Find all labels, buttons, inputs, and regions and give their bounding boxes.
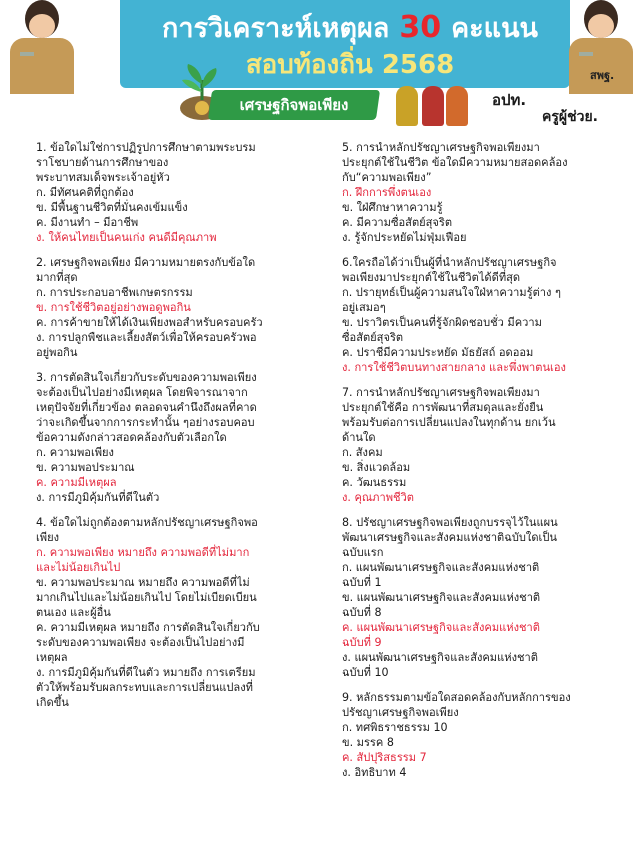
question-line: อยู่พอกิน [36, 346, 78, 359]
question-block [36, 515, 288, 710]
answer-line-correct: ค. แผนพัฒนาเศรษฐกิจและสังคมแห่งชาติ [342, 621, 540, 634]
question-line: ตนเอง และผู้อื่น [36, 606, 111, 619]
question-line: ข. ความพอประมาณ [36, 461, 135, 474]
question-line: ข. สิ่งแวดล้อม [342, 461, 411, 474]
question-line: ข. แผนพัฒนาเศรษฐกิจและสังคมแห่งชาติ [342, 591, 541, 604]
question-block [342, 140, 604, 245]
question-line: ซื่อสัตย์สุจริต [342, 331, 404, 344]
question-line: ข. มรรค 8 [342, 736, 394, 749]
question-line: ว่าจะเกิดขึ้นจากการกระทำนั้น ๆอย่างรอบคอบ [36, 416, 255, 429]
question-line: ค. ความมีเหตุผล หมายถึง การตัดสินใจเกี่ยวกับ [36, 621, 260, 634]
header [0, 0, 640, 135]
question-line: ข. ความพอประมาณ หมายถึง ความพอดีที่ไม่ [36, 576, 250, 589]
question-line: 8. ปรัชญาเศรษฐกิจพอเพียงถูกบรรจุไว้ในแผน [342, 516, 558, 529]
question-line: ข. มีพื้นฐานชีวิตที่มั่นคงเข้มแข็ง [36, 201, 188, 214]
title-text: การวิเคราะห์เหตุผล [162, 13, 390, 44]
question-line: ข. ปราวิตรเป็นคนที่รู้จักผิดชอบชั่ว มีความ [342, 316, 542, 329]
question-line: ฉบับแรก [342, 546, 384, 559]
question-line: ค. มีงานทำ – มีอาชีพ [36, 216, 139, 229]
question-block [342, 690, 604, 780]
question-line: กับ“ความพอเพียง” [342, 171, 432, 184]
answer-line-correct: ง. คุณภาพชีวิต [342, 491, 415, 504]
question-line: 6.ใครถือได้ว่าเป็นผู้ที่นำหลักปรัชญาเศรษฐกิจ [342, 256, 557, 269]
subject-label: เศรษฐกิจพอเพียง [239, 96, 349, 114]
question-line: 3. การตัดสินใจเกี่ยวกับระดับของความพอเพียง [36, 371, 257, 384]
question-block [342, 515, 604, 680]
question-line: ก. สังคม [342, 446, 383, 459]
corner-label: สพฐ. [590, 69, 615, 82]
question-line: ก. ปรายุทธ์เป็นผู้ความสนใจใฝ่หาความรู้ต่าง ๆ [342, 286, 561, 299]
answer-line-correct: ง. การใช้ชีวิตบนทางสายกลาง และพึ่งพาตนเอง [342, 361, 566, 374]
thai-dolls-illustration [392, 78, 472, 126]
answer-line-correct: ค. ความมีเหตุผล [36, 476, 117, 489]
answer-line-correct: และไม่น้อยเกินไป [36, 561, 121, 574]
question-line: ก. การประกอบอาชีพเกษตรกรรม [36, 286, 193, 299]
question-line: เพียง [36, 531, 60, 544]
question-block [36, 370, 288, 505]
question-line: เหตุผล [36, 651, 68, 664]
question-line: มากที่สุด [36, 271, 78, 284]
question-line: ก. แผนพัฒนาเศรษฐกิจและสังคมแห่งชาติ [342, 561, 540, 574]
answer-line-correct: ง. ให้คนไทยเป็นคนเก่ง คนดีมีคุณภาพ [36, 231, 217, 244]
question-line: พอเพียงมาประยุกต์ใช้ในชีวิตได้ดีที่สุด [342, 271, 521, 284]
teacher-illustration-left [6, 0, 78, 95]
question-line: ข้อความดังกล่าวสอดคล้องกับตัวเลือกใด [36, 431, 227, 444]
question-line: ง. การปลูกพืชและเลี้ยงสัตว์เพื่อให้ครอบครัวพอ [36, 331, 257, 344]
question-block [342, 385, 604, 505]
question-line: 7. การนำหลักปรัชญาเศรษฐกิจพอเพียงมา [342, 386, 540, 399]
answer-line-correct: ก. ความพอเพียง หมายถึง ความพอดีที่ไม่มาก [36, 546, 250, 559]
question-line: ง. การมีภูมิคุ้มกันที่ดีในตัว [36, 491, 160, 504]
question-line: ค. วัฒนธรรม [342, 476, 407, 489]
question-line: ง. แผนพัฒนาเศรษฐกิจและสังคมแห่งชาติ [342, 651, 538, 664]
title-line-2: สอบท้องถิ่น 2568 [245, 50, 455, 80]
question-block [36, 255, 288, 360]
question-line: ค. การค้าขายให้ได้เงินเพียงพอสำหรับครอบครัว [36, 316, 263, 329]
question-line: พร้อมรับต่อการเปลี่ยนแปลงในทุกด้าน ยกเว้น [342, 416, 556, 429]
question-line: ค. มีความซื่อสัตย์สุจริต [342, 216, 453, 229]
question-line: ราโชบายด้านการศึกษาของ [36, 156, 169, 169]
question-line: ง. การมีภูมิคุ้มกันที่ดีในตัว หมายถึง การเตรียม [36, 666, 256, 679]
title-unit: คะแนน [451, 13, 538, 44]
title-score: 30 [399, 10, 442, 45]
question-line: ฉบับที่ 8 [342, 606, 382, 619]
question-line: 4. ข้อใดไม่ถูกต้องตามหลักปรัชญาเศรษฐกิจพอ [36, 516, 258, 529]
answer-line-correct: ก. ฝึกการพึ่งตนเอง [342, 186, 432, 199]
tagline-label: ครูผู้ช่วย. [542, 109, 598, 125]
question-line: เกิดขึ้น [36, 696, 69, 709]
question-line: ค. ปราชีมีความประหยัด มัธยัสถ์ อดออม [342, 346, 534, 359]
org-label: อปท. [492, 91, 527, 109]
question-line: ระดับของความพอเพียง จะต้องเป็นไปอย่างมี [36, 636, 245, 649]
question-line: 2. เศรษฐกิจพอเพียง มีความหมายตรงกับข้อใด [36, 256, 256, 269]
answer-line-correct: ค. สัปปุริสธรรม 7 [342, 751, 427, 764]
question-line: ก. มีทัศนคติที่ถูกต้อง [36, 186, 134, 199]
question-line: ด้านใด [342, 431, 376, 444]
question-line: ก. ความพอเพียง [36, 446, 114, 459]
question-line: พัฒนาเศรษฐกิจและสังคมแห่งชาติฉบับใดเป็น [342, 531, 557, 544]
questions-column-right [342, 130, 604, 780]
question-block [342, 255, 604, 375]
question-line: 1. ข้อใดไม่ใช่การปฏิรูปการศึกษาตามพระบรม [36, 141, 256, 154]
question-line: จะต้องเป็นไปอย่างมีเหตุผล โดยพิจารณาจาก [36, 386, 248, 399]
question-line: มากเกินไปและไม่น้อยเกินไป โดยไม่เบียดเบียน [36, 591, 257, 604]
questions-column-left [36, 130, 288, 710]
question-line: 5. การนำหลักปรัชญาเศรษฐกิจพอเพียงมา [342, 141, 540, 154]
question-line: ง. รู้จักประหยัดไม่ฟุ่มเฟือย [342, 231, 467, 244]
answer-line-correct: ฉบับที่ 9 [342, 636, 382, 649]
question-line: ข. ใฝ่ศึกษาหาความรู้ [342, 201, 443, 214]
question-line: เหตุปัจจัยที่เกี่ยวข้อง ตลอดจนคำนึงถึงผลที่คาด [36, 401, 257, 414]
question-line: ก. ทศพิธราชธรรม 10 [342, 721, 448, 734]
question-line: อยู่เสมอๆ [342, 301, 386, 314]
question-line: ฉบับที่ 1 [342, 576, 382, 589]
question-block [36, 140, 288, 245]
question-line: ตัวให้พร้อมรับผลกระทบและการเปลี่ยนแปลงที่ [36, 681, 253, 694]
title-line-1 [150, 6, 550, 49]
question-line: พระบาทสมเด็จพระเจ้าอยู่หัว [36, 171, 170, 184]
question-line: ปรัชญาเศรษฐกิจพอเพียง [342, 706, 459, 719]
question-line: ง. อิทธิบาท 4 [342, 766, 407, 779]
question-line: ประยุกต์ใช้คือ การพัฒนาที่สมดุลและยั่งยืน [342, 401, 544, 414]
question-line: ประยุกต์ใช้ในชีวิต ข้อใดมีความหมายสอดคล้อง [342, 156, 568, 169]
answer-line-correct: ข. การใช้ชีวิตอยู่อย่างพอดูพอกิน [36, 301, 191, 314]
question-line: 9. หลักธรรมตามข้อใดสอดคล้องกับหลักการของ [342, 691, 571, 704]
question-line: ฉบับที่ 10 [342, 666, 389, 679]
